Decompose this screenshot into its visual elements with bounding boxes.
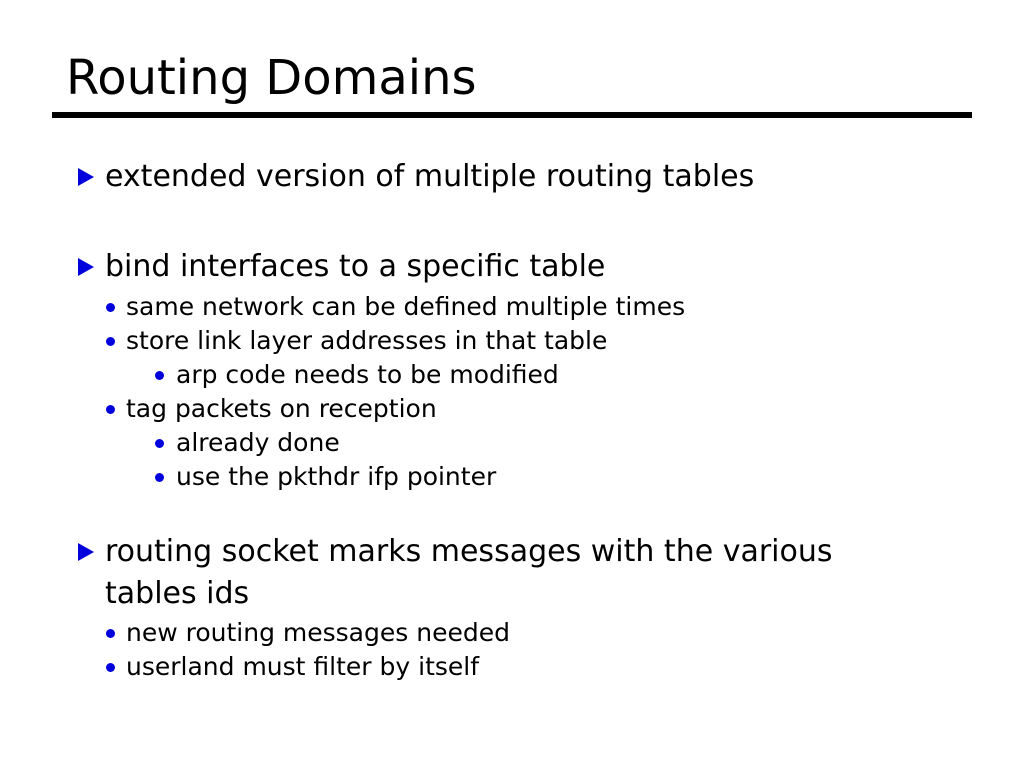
dot-bullet-icon: [106, 629, 115, 638]
bullet-item: [106, 392, 437, 426]
triangle-bullet-icon: [78, 258, 94, 276]
dot-bullet-icon: [155, 473, 164, 482]
bullet-item: [78, 156, 754, 198]
bullet-text: userland must filter by itself: [126, 652, 480, 681]
bullet-text: arp code needs to be modified: [176, 360, 559, 389]
bullet-item: [78, 246, 605, 288]
triangle-bullet-icon: [78, 168, 94, 186]
bullet-item: [106, 650, 479, 684]
bullet-text: bind interfaces to a specific table: [105, 249, 606, 284]
triangle-bullet-icon: [78, 543, 94, 561]
bullet-item: [155, 358, 559, 392]
dot-bullet-icon: [155, 371, 164, 380]
dot-bullet-icon: [106, 303, 115, 312]
title-underline-rule: [52, 112, 972, 118]
bullet-item: [78, 531, 915, 615]
bullet-text: routing socket marks messages with the various tables ids: [105, 534, 833, 611]
bullet-item: [106, 324, 607, 358]
bullet-item: [155, 426, 340, 460]
bullet-text: already done: [176, 428, 340, 457]
bullet-text: store link layer addresses in that table: [126, 326, 608, 355]
bullet-text: tag packets on reception: [126, 394, 437, 423]
bullet-text: new routing messages needed: [126, 618, 510, 647]
dot-bullet-icon: [106, 405, 115, 414]
dot-bullet-icon: [106, 337, 115, 346]
slide-title: Routing Domains: [66, 50, 477, 106]
bullet-text: use the pkthdr ifp pointer: [176, 462, 497, 491]
bullet-item: [155, 460, 496, 494]
bullet-item: [106, 290, 685, 324]
bullet-text: extended version of multiple routing tables: [105, 159, 755, 194]
bullet-text: same network can be defined multiple times: [126, 292, 686, 321]
dot-bullet-icon: [106, 663, 115, 672]
bullet-item: [106, 616, 510, 650]
dot-bullet-icon: [155, 439, 164, 448]
